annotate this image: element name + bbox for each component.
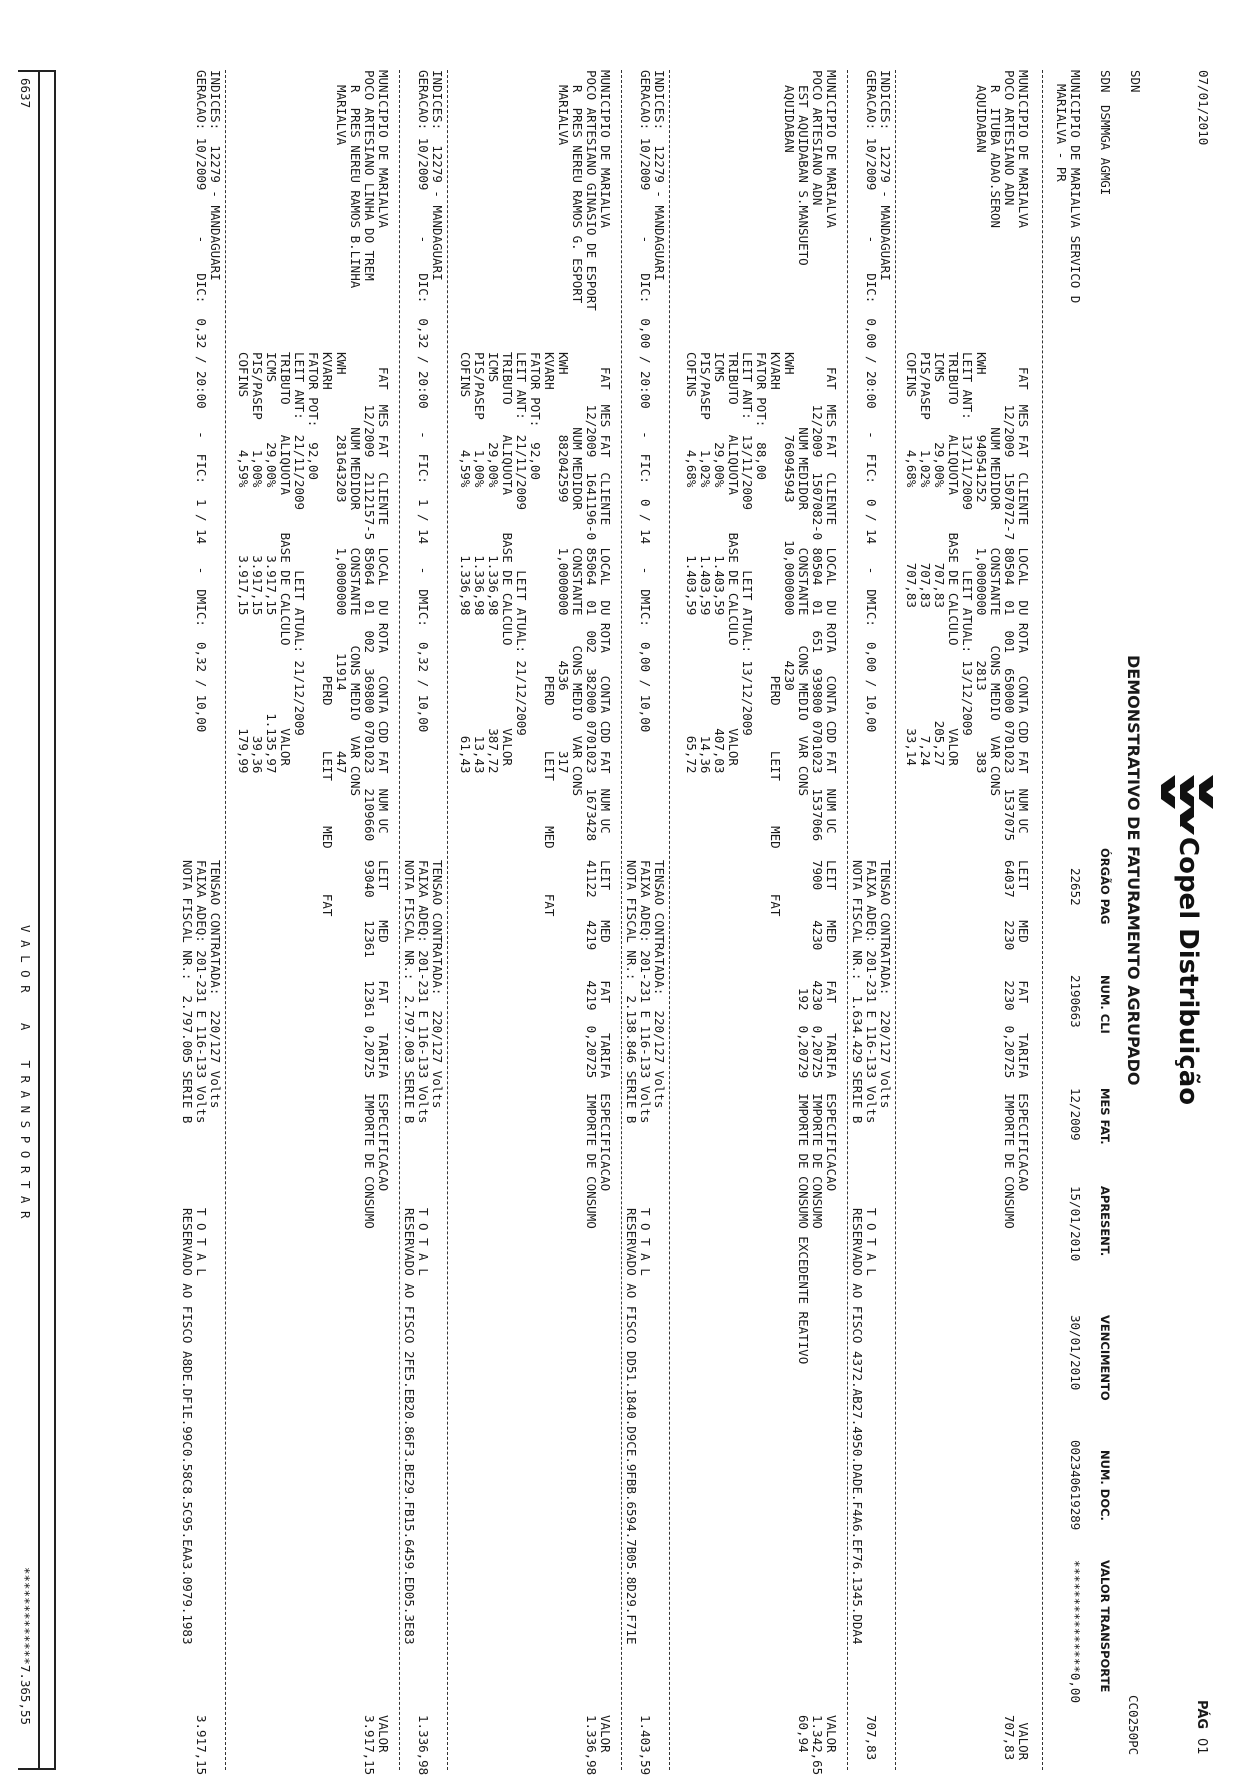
block-4-readings: LEIT MED FAT TARIFA ESPECIFICACAO 93040 12361 12361 0,20725 IMPORTE DE CONSUMO <box>362 860 391 1229</box>
sdn-code: SDN <box>1098 70 1113 93</box>
block-3-total-value: 1.336,98 <box>416 1715 431 1775</box>
summary-orgao: 22652 <box>1068 868 1083 906</box>
block-2-indices: INDICES: 12279 - MANDAGUARI GERACAO: 10/2009 - DIC: 0,00 / 20:00 - FIC: 0 / 14 - DMIC: 0,00 / 10,00 <box>638 70 667 733</box>
block-2-total: T O T A L RESERVADO AO FISCO DD51.1840.D9CE.9FBB.6594.7B05.8D29.F71E <box>624 1208 653 1645</box>
block-4-billing-details: FAT MES FAT CLIENTE LOCAL DU ROTA CONTA CDD FAT NUM UC 12/2009 2112157-5 85064 01 002 369800 0701023 2109660 NUM MEDIDOR CONSTANTE CONS MEDIO VAR CONS KWH 281643203 1,0000000 11914 447 KVARH PERD LEIT MED FAT FATOR POT: 92,00 LEIT ANT: 21/11/2009 LEIT ATUAL: 21/12/2009 TRIBUTO ALIQUOTA BASE DE CALCULO VALOR ICMS 29,00% 3.917,15 1.135,97 PIS/PASEP 1,00% 3.917,15 39,36 COFINS 4,59% 3.917,15 179,99 <box>236 352 391 917</box>
block-2-billing-details: FAT MES FAT CLIENTE LOCAL DU ROTA CONTA CDD FAT NUM UC 12/2009 1507082-0 80504 01 651 939800 0701023 1537066 NUM MEDIDOR CONSTANTE CONS MEDIO VAR CONS KWH 760945943 10,0000000 4230 KVARH PERD LEIT MED FAT FATOR POT: 88,00 LEIT ANT: 13/11/2009 LEIT ATUAL: 13/12/2009 TRIBUTO ALIQUOTA BASE DE CALCULO VALOR ICMS 29,00% 1.403,59 407,03 PIS/PASEP 1,02% 1.403,59 14,36 COFINS 4,68% 1.403,59 65,72 <box>684 352 839 917</box>
block-1-billing-details: FAT MES FAT CLIENTE LOCAL DU ROTA CONTA CDD FAT NUM UC 12/2009 1507072-7 80504 01 001 650000 0701023 1537075 NUM MEDIDOR CONSTANTE CONS MEDIO VAR CONS KWH 940541252 1,0000000 2813 383 LEIT ANT: 13/11/2009 LEIT ATUAL: 13/12/2009 TRIBUTO ALIQUOTA BASE DE CALCULO VALOR ICMS 29,00% 707,83 205,27 PIS/PASEP 1,02% 707,83 7,24 COFINS 4,68% 707,83 33,14 <box>904 352 1031 842</box>
summary-num-doc: 002340619289 <box>1068 1440 1083 1531</box>
transport-label: V A L O R A T R A N S P O R T A R <box>18 925 33 1219</box>
summary-vencimento: 30/01/2010 <box>1068 1315 1083 1391</box>
page-number: 01 <box>1194 1738 1209 1755</box>
bottom-rule <box>18 70 56 72</box>
client-line-2: MARIALVA - PR <box>1054 84 1069 182</box>
summary-header-valor-transporte: VALOR TRANSPORTE <box>1098 1560 1112 1693</box>
block-1-total-value: 707,83 <box>864 1715 879 1761</box>
summary-valor-transporte: ***************0,00 <box>1068 1560 1083 1703</box>
block-2-total-value: 1.403,59 <box>638 1715 653 1775</box>
block-4-total: T O T A L RESERVADO AO FISCO A8DE.DF1E.99C0.58C8.5C95.EAA3.0979.1983 <box>180 1208 209 1645</box>
block-3-client-address: MUNICIPIO DE MARIALVA POCO ARTESIANO GINASIO DE ESPORT R PRES NEREU RAMOS G. ESPORT MARIALVA <box>556 70 613 311</box>
block-1-total: T O T A L RESERVADO AO FISCO 4372.AB27.4950.DADE.F4A6.EF76.1345.DDA4 <box>850 1208 879 1645</box>
divider <box>847 70 848 1770</box>
divider <box>621 70 622 1770</box>
divider <box>669 70 670 1770</box>
block-4-client-address: MUNICIPIO DE MARIALVA POCO ARTESIANO LINHA DO TREM R PRES NEREU RAMOS B.LINHA MARIALVA <box>334 70 391 289</box>
block-1-indices: INDICES: 12279 - MANDAGUARI GERACAO: 10/2009 - DIC: 0,00 / 20:00 - FIC: 0 / 14 - DMIC: 0,00 / 10,00 <box>864 70 893 733</box>
summary-apresent: 15/01/2010 <box>1068 1186 1083 1262</box>
copel-logo <box>1161 775 1213 1106</box>
block-3-total: T O T A L RESERVADO AO FISCO 2FE5.EB20.86F3.BE29.FB15.6459.ED05.3E83 <box>402 1208 431 1645</box>
summary-header-num-cli: NUM. CLI <box>1098 975 1112 1034</box>
block-1-value: VALOR 707,83 <box>1002 1715 1031 1761</box>
summary-header-apresent: APRESENT. <box>1098 1186 1112 1257</box>
bottom-rule <box>18 1768 56 1770</box>
page-label: PÁG <box>1194 1700 1209 1730</box>
client-line-1: MUNICIPIO DE MARIALVA SERVICO D <box>1068 70 1083 304</box>
brand-name: Copel Distribuição <box>1173 837 1203 1106</box>
block-3-indices: INDICES: 12279 - MANDAGUARI GERACAO: 10/2009 - DIC: 0,32 / 20:00 - FIC: 1 / 14 - DMIC: 0,32 / 10,00 <box>416 70 445 733</box>
divider <box>895 70 896 1770</box>
sdn-name: DSMMGA AGMGI <box>1098 105 1113 196</box>
block-1-nota-fiscal: TENSAO CONTRATADA: 220/127 Volts FAIXA ADEQ: 201-231 E 116-133 Volts NOTA FISCAL NR.: 1.634.429 SERIE B <box>850 860 893 1124</box>
summary-header-mes-fat: MES FAT. <box>1098 1088 1112 1145</box>
summary-num-cli: 2190663 <box>1068 975 1083 1028</box>
block-3-value: VALOR 1.336,98 <box>584 1715 613 1775</box>
block-4-nota-fiscal: TENSAO CONTRATADA: 220/127 Volts FAIXA ADEQ: 201-231 E 116-133 Volts NOTA FISCAL NR.: 2.797.005 SERIE B <box>180 860 223 1124</box>
block-1-readings: LEIT MED FAT TARIFA ESPECIFICACAO 64037 2230 2230 0,20725 IMPORTE DE CONSUMO <box>1002 860 1031 1229</box>
block-3-billing-details: FAT MES FAT CLIENTE LOCAL DU ROTA CONTA CDD FAT NUM UC 12/2009 1641196-0 85064 01 002 382000 0701023 1673428 NUM MEDIDOR CONSTANTE CONS MEDIO VAR CONS KWH 882042599 1,0000000 4536 317 KVARH PERD LEIT MED FAT FATOR POT: 92,00 LEIT ANT: 21/11/2009 LEIT ATUAL: 21/12/2009 TRIBUTO ALIQUOTA BASE DE CALCULO VALOR ICMS 29,00% 1.336,98 387,72 PIS/PASEP 1,00% 1.336,98 13,43 COFINS 4,59% 1.336,98 61,43 <box>458 352 613 917</box>
copel-logo-icon <box>1161 775 1213 835</box>
bottom-rule <box>55 70 57 1770</box>
summary-header-vencimento: VENCIMENTO <box>1098 1315 1112 1401</box>
transport-value: *************7.365,55 <box>18 1567 33 1726</box>
block-4-total-value: 3.917,15 <box>194 1715 209 1775</box>
report-code: CC0250PC <box>1126 1695 1141 1756</box>
document-number: 6637 <box>18 78 33 109</box>
print-date: 07/01/2010 <box>1196 70 1211 146</box>
block-1-client-address: MUNICIPIO DE MARIALVA POCO ARTESIANO ADN R ITUBA ADAO.SERON AQUIDABAN <box>974 70 1031 229</box>
divider <box>1042 70 1043 1770</box>
divider <box>447 70 448 1770</box>
block-2-readings: LEIT MED FAT TARIFA ESPECIFICACAO 7900 4230 4230 0,20725 IMPORTE DE CONSUMO 192 0,20729 IMPORTE DE CONSUMO EXCEDENTE REATIVO <box>796 860 839 1365</box>
divider <box>225 70 226 1770</box>
block-4-indices: INDICES: 12279 - MANDAGUARI GERACAO: 10/2009 - DIC: 0,32 / 20:00 - FIC: 1 / 14 - DMIC: 0,32 / 10,00 <box>194 70 223 733</box>
block-4-value: VALOR 3.917,15 <box>362 1715 391 1775</box>
summary-header-num-doc: NUM. DOC. <box>1098 1450 1112 1521</box>
sdn-label: SDN <box>1128 70 1143 93</box>
block-2-nota-fiscal: TENSAO CONTRATADA: 220/127 Volts FAIXA ADEQ: 201-231 E 116-133 Volts NOTA FISCAL NR.: 2.138.846 SERIE B <box>624 860 667 1124</box>
block-3-nota-fiscal: TENSAO CONTRATADA: 220/127 Volts FAIXA ADEQ: 201-231 E 116-133 Volts NOTA FISCAL NR.: 2.797.003 SERIE B <box>402 860 445 1124</box>
block-3-readings: LEIT MED FAT TARIFA ESPECIFICACAO 41122 4219 4219 0,20725 IMPORTE DE CONSUMO <box>584 860 613 1229</box>
divider <box>399 70 400 1770</box>
block-2-value: VALOR 1.342,65 60,94 <box>796 1715 839 1775</box>
summary-header-orgao: ÓRGÃO PAG <box>1098 848 1112 925</box>
summary-mes-fat: 12/2009 <box>1068 1088 1083 1141</box>
bottom-rule <box>39 70 41 1770</box>
block-2-client-address: MUNICIPIO DE MARIALVA POCO ARTESIANO ADN EST AQUIDABAN S.MANSUETO AQUIDABAN <box>782 70 839 266</box>
report-title: DEMONSTRATIVO DE FATURAMENTO AGRUPADO <box>1124 655 1143 1086</box>
